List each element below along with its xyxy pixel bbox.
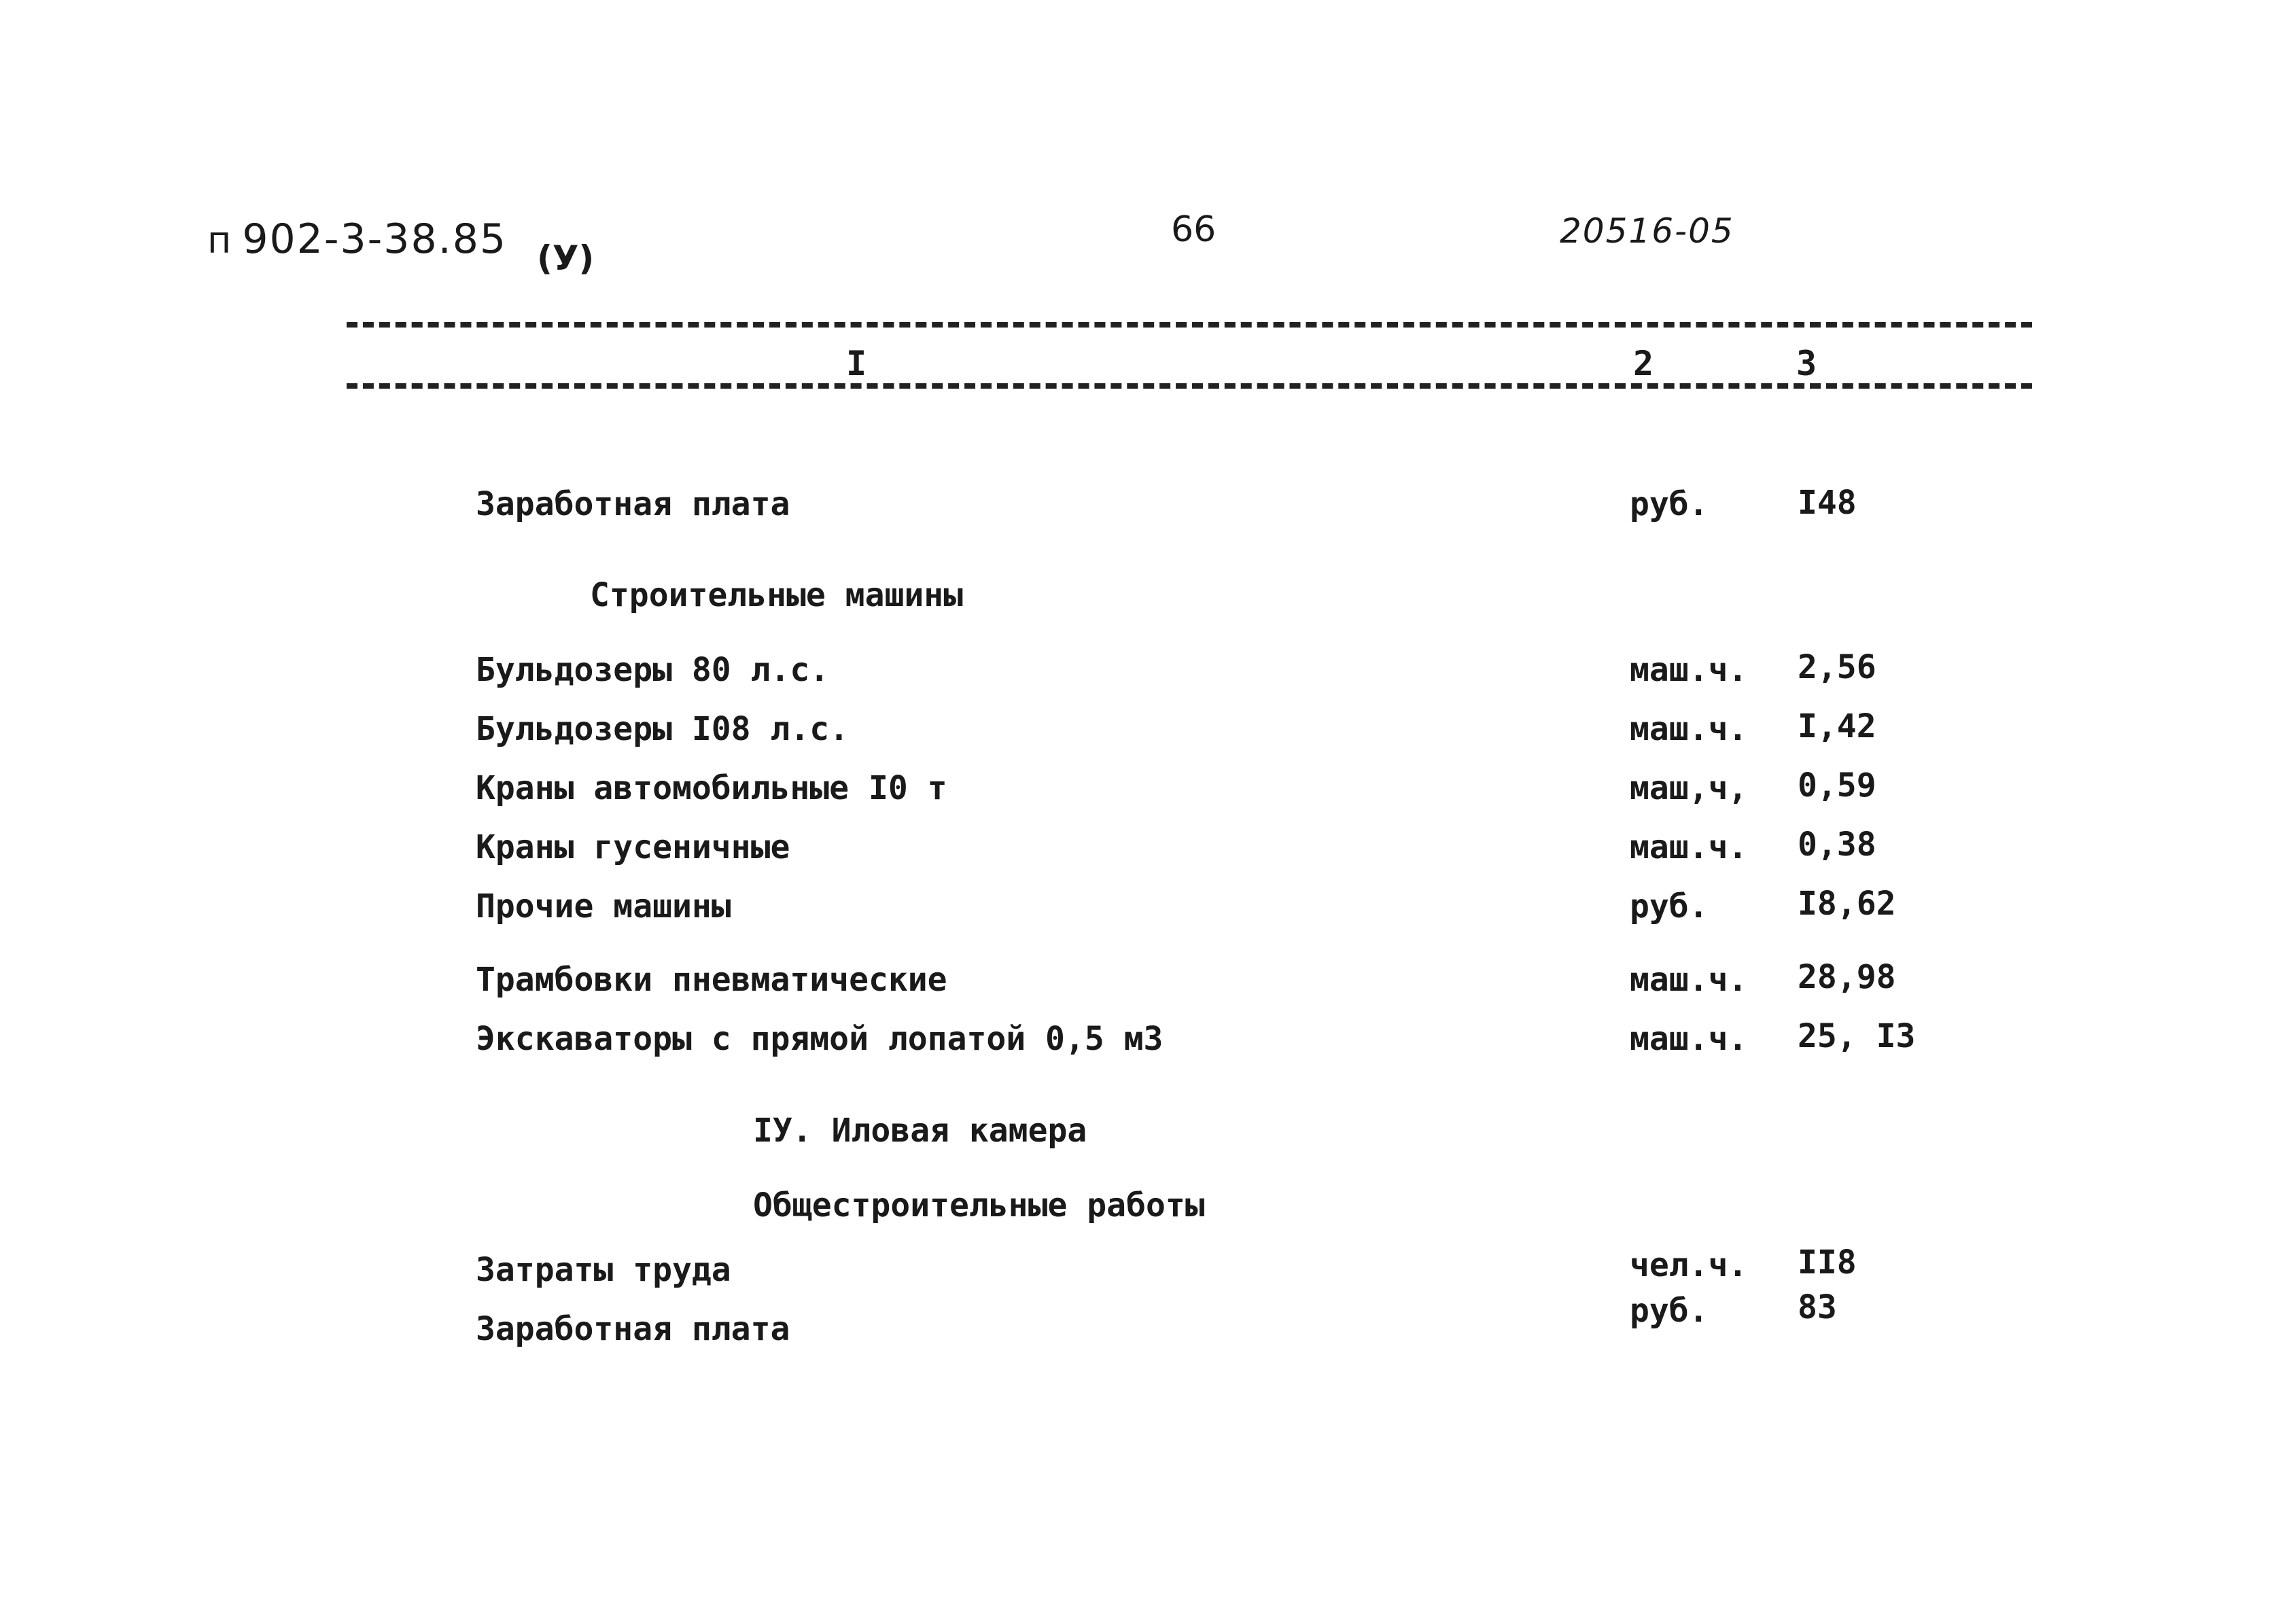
table-row-value: I48 bbox=[1798, 484, 1857, 522]
table-row-unit: маш.ч. bbox=[1630, 1020, 1748, 1058]
table-row-unit: чел.ч. bbox=[1630, 1246, 1748, 1284]
table-row-value: 0,59 bbox=[1798, 766, 1876, 805]
column-1-number: I bbox=[846, 344, 867, 383]
table-row-name: Затраты труда bbox=[476, 1251, 731, 1289]
table-header-top-rule bbox=[347, 322, 2032, 328]
section-heading: Общестроительные работы bbox=[753, 1186, 1205, 1224]
table-row-name: Заработная плата bbox=[476, 485, 790, 523]
table-row-value: I8,62 bbox=[1798, 885, 1896, 923]
table-row-name: Экскаваторы с прямой лопатой 0,5 м3 bbox=[476, 1020, 1164, 1058]
table-row-value: 28,98 bbox=[1798, 958, 1896, 996]
table-row-unit: руб. bbox=[1630, 887, 1709, 925]
table-row-unit: руб. bbox=[1630, 485, 1709, 523]
table-row-name: Краны гусеничные bbox=[476, 828, 790, 866]
column-3-number: 3 bbox=[1796, 344, 1817, 383]
table-row-value: 0,38 bbox=[1798, 826, 1876, 864]
table-row-name: Заработная плата bbox=[476, 1310, 790, 1348]
table-row-name: Бульдозеры I08 л.с. bbox=[476, 710, 850, 748]
section-heading: Строительные машины bbox=[590, 576, 964, 614]
table-row-name: Краны автомобильные I0 т bbox=[476, 769, 947, 807]
table-row-name: Трамбовки пневматические bbox=[476, 961, 947, 999]
table-row-unit: маш.ч. bbox=[1630, 710, 1748, 748]
table-row-value: 2,56 bbox=[1798, 648, 1876, 686]
table-row-unit: маш,ч, bbox=[1630, 769, 1748, 807]
table-row-value: I,42 bbox=[1798, 707, 1876, 745]
column-2-number: 2 bbox=[1633, 344, 1654, 383]
variant-mark: (У) bbox=[537, 239, 595, 278]
document-code-prefix: п bbox=[207, 219, 233, 262]
document-code bbox=[207, 215, 508, 263]
table-row-name: Бульдозеры 80 л.с. bbox=[476, 651, 830, 689]
table-row-value: 83 bbox=[1798, 1288, 1837, 1326]
table-header-bottom-rule bbox=[347, 383, 2032, 389]
section-heading: IУ. Иловая камера bbox=[753, 1112, 1087, 1150]
table-row-value: II8 bbox=[1798, 1243, 1857, 1282]
page-number: 66 bbox=[1171, 209, 1217, 250]
inventory-number: 20516-05 bbox=[1560, 211, 1734, 251]
table-row-unit: маш.ч. bbox=[1630, 651, 1748, 689]
table-row-value: 25, I3 bbox=[1798, 1017, 1916, 1055]
table-row-unit: маш.ч. bbox=[1630, 961, 1748, 999]
table-row-name: Прочие машины bbox=[476, 887, 731, 925]
table-row-unit: руб. bbox=[1630, 1292, 1709, 1330]
table-row-unit: маш.ч. bbox=[1630, 828, 1748, 866]
document-code-number: 902-3-38.85 bbox=[242, 215, 508, 263]
